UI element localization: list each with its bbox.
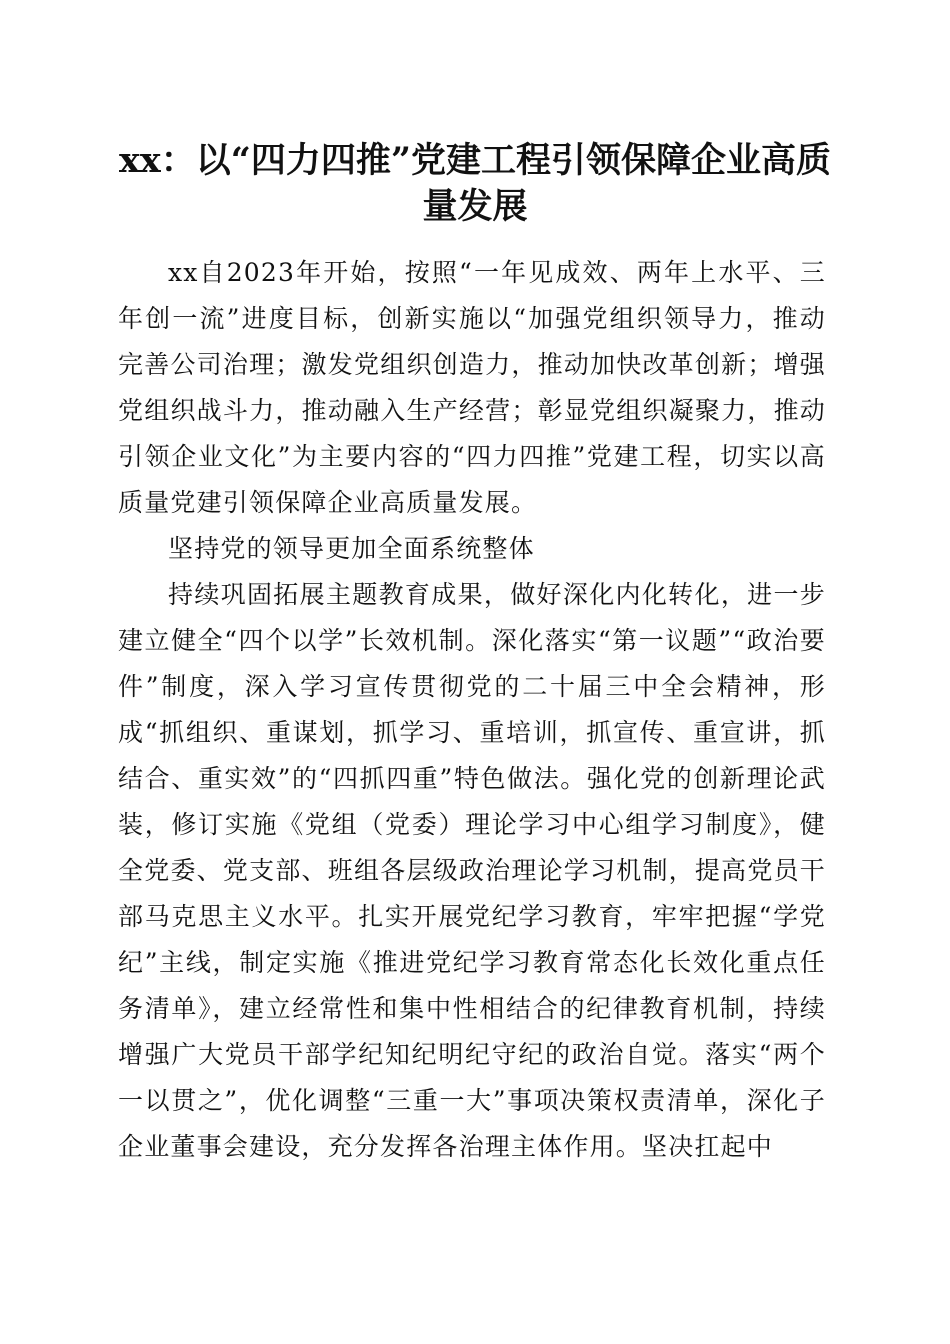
- paragraph-section-1: 持续巩固拓展主题教育成果，做好深化内化转化，进一步建立健全“四个以学”长效机制。深化落实“第一议题”“政治要件”制度，深入学习宣传贯彻党的二十届三中全会精神，形成“抓组织、重谋划，抓学习、重培训，抓宣传、重宣讲，抓结合、重实效”的“四抓四重”特色做法。强化党的创新理论武装，修订实施《党组（党委）理论学习中心组学习制度》，健全党委、党支部、班组各层级政治理论学习机制，提高党员干部马克思主义水平。扎实开展党纪学习教育，牢牢把握“学党纪”主线，制定实施《推进党纪学习教育常态化长效化重点任务清单》，建立经常性和集中性相结合的纪律教育机制，持续增强广大党员干部学纪知纪明纪守纪的政治自觉。落实“两个一以贯之”，优化调整“三重一大”事项决策权责清单，深化子企业董事会建设，充分发挥各治理主体作用。坚决扛起中: [118, 580, 826, 1161]
- paragraph-intro: xx自2023年开始，按照“一年见成效、两年上水平、三年创一流”进度目标，创新实施以“加强党组织领导力，推动完善公司治理；激发党组织创造力，推动加快改革创新；增强党组织战斗力，推动融入生产经营；彰显党组织凝聚力，推动引领企业文化”为主要内容的“四力四推”党建工程，切实以高质量党建引领保障企业高质量发展。: [118, 258, 826, 517]
- document-body: [118, 250, 826, 1170]
- section-heading: 坚持党的领导更加全面系统整体: [168, 534, 535, 563]
- document-title: xx：以“四力四推”党建工程引领保障企业高质量发展: [119, 140, 831, 227]
